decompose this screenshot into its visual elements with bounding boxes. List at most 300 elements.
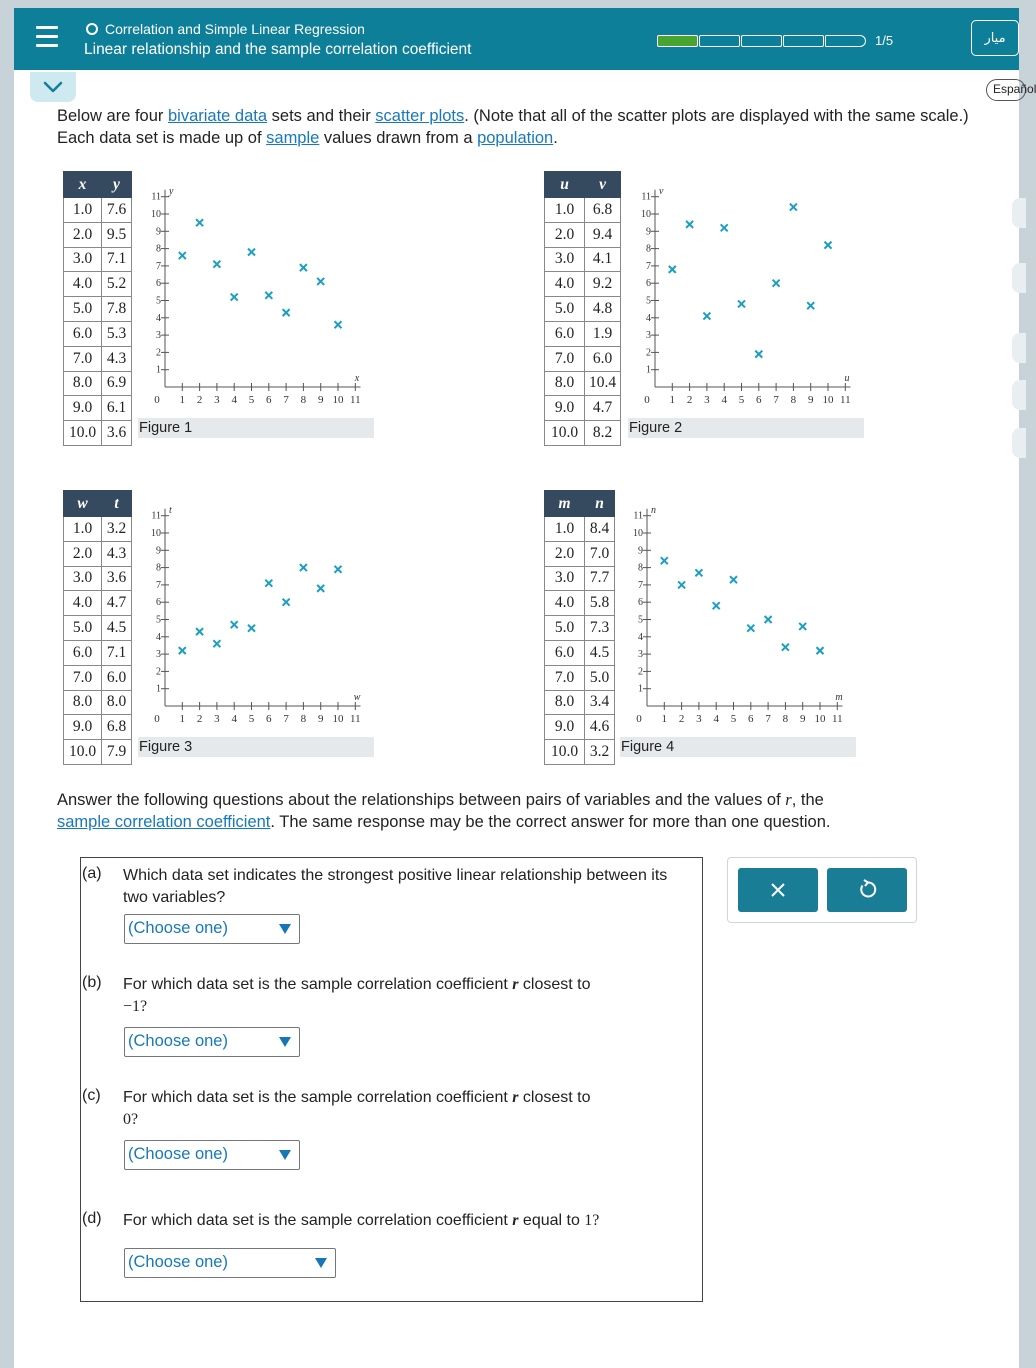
progress-segment-3 xyxy=(741,35,782,47)
table-cell: 4.5 xyxy=(102,616,132,641)
table-cell: 8.4 xyxy=(585,517,615,542)
y-tick-label: 7 xyxy=(156,260,161,272)
table-row xyxy=(545,740,615,765)
x-tick-label: 6 xyxy=(748,713,754,725)
x-tick-label: 11 xyxy=(350,394,361,406)
page xyxy=(14,8,1036,1368)
y-tick-label: 9 xyxy=(646,226,651,238)
x-tick-label: 7 xyxy=(765,713,771,725)
table-header: m xyxy=(545,491,585,517)
table-cell: 8.0 xyxy=(64,690,102,715)
table-cell: 3.0 xyxy=(64,566,102,591)
x-tick-label: 2 xyxy=(196,394,203,406)
x-tick-label: 1 xyxy=(661,713,668,725)
y-tick-label: 2 xyxy=(156,666,161,678)
side-tab[interactable] xyxy=(1012,263,1026,293)
data-point xyxy=(765,616,772,623)
table-cell: 9.5 xyxy=(102,222,132,247)
scatter-plots-link[interactable]: scatter plots xyxy=(375,107,465,125)
table-row xyxy=(64,665,132,690)
progress-segment-5 xyxy=(825,35,866,47)
table-header: v xyxy=(585,172,621,198)
table-cell: 8.0 xyxy=(545,371,585,396)
table-row xyxy=(64,616,132,641)
y-tick-label: 7 xyxy=(156,579,161,591)
instructions-text-2: , the xyxy=(791,791,824,809)
data-point xyxy=(213,261,220,268)
x-tick-label: 7 xyxy=(283,713,289,725)
table-row xyxy=(545,222,621,247)
question-c-value: 0? xyxy=(123,1111,139,1128)
x-tick-label: 10 xyxy=(814,713,826,725)
x-tick-label: 6 xyxy=(756,394,762,406)
question-b-text-2: closest to xyxy=(518,976,591,993)
table-cell: 7.1 xyxy=(102,640,132,665)
x-tick-label: 1 xyxy=(179,713,186,725)
r-symbol: r xyxy=(512,1089,519,1106)
y-tick-label: 11 xyxy=(641,191,651,203)
table-cell: 9.4 xyxy=(585,222,621,247)
side-tab[interactable] xyxy=(1012,198,1026,228)
table-cell: 3.6 xyxy=(102,421,132,446)
side-tab[interactable] xyxy=(1012,380,1026,410)
table-cell: 8.2 xyxy=(585,421,621,446)
table-row xyxy=(545,421,621,446)
y-tick-label: 2 xyxy=(156,347,161,359)
y-tick-label: 1 xyxy=(646,364,651,376)
table-cell: 4.0 xyxy=(545,272,585,297)
topic-circle-icon xyxy=(86,23,98,35)
table-cell: 7.3 xyxy=(585,616,615,641)
menu-icon[interactable] xyxy=(36,26,58,48)
question-b-text-1: For which data set is the sample correlation coefficient xyxy=(123,976,513,993)
side-tab[interactable] xyxy=(1012,428,1026,458)
table-cell: 5.2 xyxy=(102,272,132,297)
y-tick-label: 8 xyxy=(646,243,651,255)
table-cell: 7.0 xyxy=(64,346,102,371)
table-header: t xyxy=(102,491,132,517)
table-cell: 7.1 xyxy=(102,247,132,272)
table-row xyxy=(64,272,132,297)
data-point xyxy=(738,300,745,307)
page-title: Linear relationship and the sample correlation coefficient xyxy=(84,41,472,58)
data-table-1 xyxy=(63,171,132,446)
table-row xyxy=(545,616,615,641)
x-tick-label: 6 xyxy=(266,394,272,406)
question-b-value: −1? xyxy=(123,998,148,1015)
table-cell: 6.0 xyxy=(545,321,585,346)
x-tick-label: 11 xyxy=(350,713,361,725)
data-point xyxy=(283,599,290,606)
y-tick-label: 11 xyxy=(633,510,643,522)
table-row xyxy=(545,715,615,740)
data-point xyxy=(817,647,824,654)
table-cell: 4.3 xyxy=(102,346,132,371)
x-tick-label: 10 xyxy=(332,713,344,725)
data-point xyxy=(747,625,754,632)
y-tick-label: 1 xyxy=(156,683,161,695)
table-cell: 8.0 xyxy=(102,690,132,715)
y-tick-label: 1 xyxy=(156,364,161,376)
table-cell: 4.5 xyxy=(585,640,615,665)
table-cell: 5.0 xyxy=(545,616,585,641)
progress-text: 1/5 xyxy=(875,33,894,48)
table-cell: 3.4 xyxy=(585,690,615,715)
intro-text xyxy=(57,105,987,149)
data-point xyxy=(248,625,255,632)
chevron-down-icon xyxy=(43,80,63,94)
question-c-select[interactable] xyxy=(124,1140,300,1170)
r-symbol: r xyxy=(512,1212,519,1229)
table-cell: 3.2 xyxy=(102,517,132,542)
table-cell: 6.8 xyxy=(585,198,621,223)
table-cell: 4.0 xyxy=(545,591,585,616)
data-point xyxy=(231,621,238,628)
table-cell: 7.0 xyxy=(585,541,615,566)
table-row xyxy=(545,690,615,715)
y-tick-label: 9 xyxy=(638,545,643,557)
x-tick-label: 9 xyxy=(317,394,324,406)
x-tick-label: 8 xyxy=(300,713,307,725)
y-tick-label: 8 xyxy=(156,562,161,574)
figure-caption: Figure 1 xyxy=(138,418,374,438)
y-tick-label: 6 xyxy=(638,597,643,609)
table-cell: 10.0 xyxy=(64,740,102,765)
table-row xyxy=(545,517,615,542)
origin-label: 0 xyxy=(154,394,160,406)
question-a-text: Which data set indicates the strongest positive linear relationship between its two variables? xyxy=(123,867,668,906)
table-cell: 4.7 xyxy=(102,591,132,616)
table-row xyxy=(545,541,615,566)
data-point xyxy=(335,321,342,328)
table-cell: 5.0 xyxy=(545,297,585,322)
table-cell: 7.9 xyxy=(102,740,132,765)
undo-button[interactable] xyxy=(827,868,907,912)
table-cell: 1.0 xyxy=(64,517,102,542)
y-tick-label: 10 xyxy=(633,528,643,539)
table-header: u xyxy=(545,172,585,198)
x-tick-label: 4 xyxy=(231,713,237,725)
table-row xyxy=(64,198,132,223)
table-row xyxy=(545,591,615,616)
bivariate-data-link[interactable]: bivariate data xyxy=(167,107,268,125)
y-axis-label: t xyxy=(169,504,172,516)
data-point xyxy=(825,242,832,249)
table-cell: 4.3 xyxy=(102,541,132,566)
table-header: y xyxy=(102,172,132,198)
data-point xyxy=(179,252,186,259)
data-point xyxy=(773,280,780,287)
table-cell: 5.3 xyxy=(102,321,132,346)
y-tick-label: 4 xyxy=(638,631,643,643)
table-row xyxy=(64,247,132,272)
r-symbol: r xyxy=(512,976,519,993)
data-point xyxy=(265,292,272,299)
table-cell: 7.0 xyxy=(64,665,102,690)
x-tick-label: 2 xyxy=(686,394,693,406)
y-axis-label: n xyxy=(651,504,656,516)
x-tick-label: 9 xyxy=(799,713,806,725)
sample-link[interactable]: sample xyxy=(266,129,320,147)
table-row xyxy=(64,517,132,542)
progress-segment-4 xyxy=(783,35,824,47)
x-tick-label: 4 xyxy=(713,713,719,725)
question-d-select-value: (Choose one) xyxy=(128,1253,228,1271)
table-row xyxy=(64,297,132,322)
language-button[interactable]: ميار xyxy=(971,20,1019,56)
table-row xyxy=(545,396,621,421)
intro-text-2: sets and their xyxy=(267,107,376,125)
data-point xyxy=(317,278,324,285)
data-point xyxy=(678,581,685,588)
table-cell: 2.0 xyxy=(64,222,102,247)
question-c-select-value: (Choose one) xyxy=(128,1145,228,1163)
instructions-text-1: Answer the following questions about the relationships between pairs of variables and the values of xyxy=(57,791,786,809)
y-tick-label: 8 xyxy=(156,243,161,255)
data-point xyxy=(782,644,789,651)
x-tick-label: 4 xyxy=(721,394,727,406)
x-axis-label: u xyxy=(844,373,850,384)
table-cell: 8.0 xyxy=(545,690,585,715)
y-tick-label: 2 xyxy=(638,666,643,678)
table-cell: 7.8 xyxy=(102,297,132,322)
scatter-plot-4 xyxy=(613,497,863,737)
table-cell: 5.0 xyxy=(64,297,102,322)
x-tick-label: 3 xyxy=(696,713,702,725)
y-tick-label: 2 xyxy=(646,347,651,359)
data-point xyxy=(335,566,342,573)
table-cell: 3.0 xyxy=(64,247,102,272)
table-row xyxy=(64,566,132,591)
question-d-select[interactable] xyxy=(124,1248,336,1278)
x-tick-label: 8 xyxy=(782,713,789,725)
table-row xyxy=(64,591,132,616)
x-tick-label: 10 xyxy=(822,394,834,406)
table-row xyxy=(64,371,132,396)
table-header: n xyxy=(585,491,615,517)
progress-bar xyxy=(657,33,893,48)
question-c-text xyxy=(123,1087,693,1131)
y-tick-label: 3 xyxy=(646,330,651,342)
dropdown-arrow-icon xyxy=(279,1150,291,1160)
table-row xyxy=(545,321,621,346)
y-tick-label: 5 xyxy=(156,295,161,307)
y-tick-label: 1 xyxy=(638,683,643,695)
table-cell: 9.0 xyxy=(64,396,102,421)
question-d-value: 1? xyxy=(584,1212,600,1229)
x-tick-label: 7 xyxy=(773,394,779,406)
table-cell: 2.0 xyxy=(545,541,585,566)
clear-button[interactable] xyxy=(738,868,818,912)
population-link[interactable]: population xyxy=(477,129,554,147)
data-table-4 xyxy=(544,490,615,765)
question-a-letter: (a) xyxy=(82,865,102,882)
table-cell: 4.1 xyxy=(585,247,621,272)
table-cell: 10.4 xyxy=(585,371,621,396)
y-tick-label: 4 xyxy=(646,312,651,324)
table-row xyxy=(545,198,621,223)
table-cell: 6.0 xyxy=(102,665,132,690)
table-cell: 1.0 xyxy=(545,517,585,542)
table-cell: 6.0 xyxy=(64,321,102,346)
topic-line xyxy=(86,21,365,37)
collapse-button[interactable] xyxy=(30,72,76,102)
table-row xyxy=(545,566,615,591)
y-tick-label: 5 xyxy=(156,614,161,626)
table-row xyxy=(545,371,621,396)
question-b-letter: (b) xyxy=(82,974,102,991)
data-point xyxy=(713,602,720,609)
question-b-select-value: (Choose one) xyxy=(128,1032,228,1050)
table-row xyxy=(64,396,132,421)
question-b-select[interactable] xyxy=(124,1027,300,1057)
data-point xyxy=(661,557,668,564)
y-tick-label: 6 xyxy=(156,278,161,290)
table-cell: 7.7 xyxy=(585,566,615,591)
intro-text-1: Below are four xyxy=(57,107,168,125)
side-tab[interactable] xyxy=(1012,333,1026,363)
question-d-letter: (d) xyxy=(82,1210,102,1227)
question-a-select-value: (Choose one) xyxy=(128,919,228,937)
table-row xyxy=(64,346,132,371)
data-point xyxy=(265,580,272,587)
undo-icon xyxy=(827,868,907,912)
espanol-button[interactable]: Español xyxy=(986,79,1026,101)
x-tick-label: 5 xyxy=(248,713,255,725)
questions-panel xyxy=(80,857,703,1302)
data-point xyxy=(231,294,238,301)
data-point xyxy=(300,264,307,271)
figure-caption: Figure 3 xyxy=(138,737,374,757)
table-cell: 9.0 xyxy=(545,715,585,740)
x-axis-label: w xyxy=(353,692,361,703)
table-row xyxy=(545,247,621,272)
data-point xyxy=(790,204,797,211)
table-header: w xyxy=(64,491,102,517)
instructions-text xyxy=(57,789,957,833)
data-point xyxy=(703,313,710,320)
table-cell: 6.0 xyxy=(585,346,621,371)
table-row xyxy=(545,640,615,665)
dropdown-arrow-icon xyxy=(279,1037,291,1047)
x-tick-label: 1 xyxy=(179,394,186,406)
y-tick-label: 11 xyxy=(151,191,161,203)
table-cell: 4.0 xyxy=(64,591,102,616)
table-cell: 7.0 xyxy=(545,665,585,690)
sample-correlation-link[interactable]: sample correlation coefficient xyxy=(57,813,271,831)
x-tick-label: 5 xyxy=(248,394,255,406)
y-tick-label: 3 xyxy=(156,649,161,661)
figure-caption: Figure 2 xyxy=(628,418,864,438)
data-point xyxy=(248,249,255,256)
table-row xyxy=(64,222,132,247)
question-d-text xyxy=(123,1210,693,1232)
y-tick-label: 5 xyxy=(646,295,651,307)
origin-label: 0 xyxy=(154,713,160,725)
header-bar xyxy=(14,8,1019,70)
question-a-select[interactable] xyxy=(124,914,300,944)
x-tick-label: 11 xyxy=(832,713,843,725)
table-row xyxy=(64,421,132,446)
table-cell: 6.0 xyxy=(64,640,102,665)
data-point xyxy=(730,576,737,583)
table-row xyxy=(64,740,132,765)
table-cell: 1.9 xyxy=(585,321,621,346)
scatter-plot-3 xyxy=(131,497,381,737)
x-tick-label: 8 xyxy=(300,394,307,406)
table-cell: 5.8 xyxy=(585,591,615,616)
data-table-2 xyxy=(544,171,621,446)
table-cell: 3.6 xyxy=(102,566,132,591)
x-tick-label: 9 xyxy=(317,713,324,725)
data-point xyxy=(317,585,324,592)
y-tick-label: 4 xyxy=(156,631,161,643)
y-tick-label: 4 xyxy=(156,312,161,324)
question-d-text-1: For which data set is the sample correlation coefficient xyxy=(123,1212,513,1229)
topic-title: Correlation and Simple Linear Regression xyxy=(105,21,365,37)
progress-segment-1 xyxy=(657,35,698,47)
table-row xyxy=(64,321,132,346)
y-tick-label: 8 xyxy=(638,562,643,574)
x-axis-label: x xyxy=(354,373,360,384)
x-tick-label: 1 xyxy=(669,394,676,406)
table-row xyxy=(64,690,132,715)
table-row xyxy=(545,346,621,371)
figure-caption: Figure 4 xyxy=(620,737,856,757)
table-cell: 4.6 xyxy=(585,715,615,740)
data-point xyxy=(283,309,290,316)
table-header: x xyxy=(64,172,102,198)
x-tick-label: 6 xyxy=(266,713,272,725)
table-row xyxy=(64,715,132,740)
y-tick-label: 10 xyxy=(641,209,651,220)
table-cell: 7.6 xyxy=(102,198,132,223)
table-cell: 4.7 xyxy=(585,396,621,421)
data-point xyxy=(686,221,693,228)
table-cell: 1.0 xyxy=(545,198,585,223)
intro-text-3: . (Note that all of the scatter plots are displayed with the same scale.) Each data set is made up of xyxy=(57,107,969,147)
x-tick-label: 5 xyxy=(738,394,745,406)
origin-label: 0 xyxy=(636,713,642,725)
y-tick-label: 7 xyxy=(646,260,651,272)
y-tick-label: 6 xyxy=(646,278,651,290)
table-cell: 6.1 xyxy=(102,396,132,421)
x-tick-label: 11 xyxy=(840,394,851,406)
table-cell: 9.0 xyxy=(64,715,102,740)
table-cell: 10.0 xyxy=(545,740,585,765)
data-table-3 xyxy=(63,490,132,765)
data-point xyxy=(755,351,762,358)
table-cell: 2.0 xyxy=(545,222,585,247)
table-cell: 5.0 xyxy=(585,665,615,690)
table-cell: 3.0 xyxy=(545,566,585,591)
table-cell: 6.0 xyxy=(545,640,585,665)
data-point xyxy=(799,623,806,630)
y-tick-label: 10 xyxy=(151,209,161,220)
y-tick-label: 3 xyxy=(156,330,161,342)
scatter-plot-2 xyxy=(621,178,871,418)
table-cell: 7.0 xyxy=(545,346,585,371)
x-tick-label: 3 xyxy=(704,394,710,406)
data-point xyxy=(300,564,307,571)
y-tick-label: 6 xyxy=(156,597,161,609)
intro-text-5: . xyxy=(553,129,558,147)
y-tick-label: 3 xyxy=(638,649,643,661)
question-c-text-1: For which data set is the sample correlation coefficient xyxy=(123,1089,513,1106)
table-cell: 9.2 xyxy=(585,272,621,297)
y-axis-label: v xyxy=(659,185,664,197)
y-tick-label: 5 xyxy=(638,614,643,626)
